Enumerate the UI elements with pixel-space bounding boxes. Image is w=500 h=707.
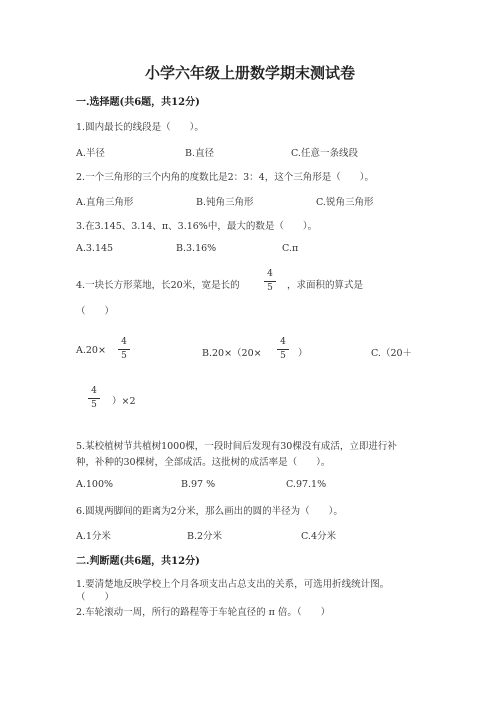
judgement-1-line-2: （ ） <box>76 592 115 603</box>
q4-option-b: B.20×（20× <box>202 348 262 359</box>
fraction-numerator: 4 <box>267 269 273 279</box>
q4-option-b-fraction <box>277 337 289 362</box>
q5-option-b: B.97 % <box>181 479 216 490</box>
judgement-2-text: 2.车轮滚动一周，所行的路程等于车轮直径的 π 倍。（ ） <box>76 607 331 618</box>
q1-option-c: C.任意一条线段 <box>291 148 358 159</box>
q1-option-a: A.半径 <box>76 148 105 159</box>
question-5-line-1: 5.某校植树节共植树1000棵，一段时间后发现有30棵没有成活，立即进行补 <box>76 441 397 452</box>
q4-option-a-fraction <box>118 337 130 362</box>
q5-option-a: A.100% <box>76 479 114 490</box>
question-4-text: 4.一块长方形菜地，长20米，宽是长的 <box>76 280 240 291</box>
question-1-text: 1.圆内最长的线段是（ ）。 <box>76 122 204 133</box>
section-heading-judgement: 二.判断题(共6题，共12分) <box>76 556 200 567</box>
q4-fraction <box>264 269 276 294</box>
q4-option-c: C.（20＋ <box>371 348 413 359</box>
question-6-text: 6.圆规两脚间的距离为2分米，那么画出的圆的半径为（ ）。 <box>76 506 343 517</box>
q2-option-c: C.锐角三角形 <box>316 197 374 208</box>
q4-option-c-fraction <box>88 386 100 411</box>
fraction-bar <box>118 349 130 350</box>
q4-option-b-suffix: ） <box>298 348 308 359</box>
page-title: 小学六年级上册数学期末测试卷 <box>144 64 355 82</box>
q6-option-b: B.2分米 <box>187 531 223 542</box>
q3-option-b: B.3.16% <box>176 243 217 254</box>
q2-option-b: B.钝角三角形 <box>196 197 254 208</box>
q4-option-c-suffix: ）×2 <box>112 396 136 407</box>
question-4-blank: （ ） <box>76 306 115 317</box>
fraction-numerator: 4 <box>121 337 127 347</box>
question-5-line-2: 种，补种的30棵树，全部成活。这批树的成活率是（ ）。 <box>76 457 331 468</box>
fraction-numerator: 4 <box>91 386 97 396</box>
fraction-denominator: 5 <box>91 400 97 410</box>
judgement-1-line-1: 1.要清楚地反映学校上个月各项支出占总支出的关系，可选用折线统计图。 <box>76 579 390 590</box>
fraction-bar <box>264 281 276 282</box>
q2-option-a: A.直角三角形 <box>76 197 134 208</box>
q1-option-b: B.直径 <box>185 148 215 159</box>
q3-option-a: A.3.145 <box>76 243 114 254</box>
section-heading-choice: 一.选择题(共6题，共12分) <box>76 97 200 108</box>
fraction-denominator: 5 <box>280 351 286 361</box>
q5-option-c: C.97.1% <box>286 479 327 490</box>
question-3-text: 3.在3.145、3.14、π、3.16%中，最大的数是（ ）。 <box>76 221 318 232</box>
question-2-text: 2.一个三角形的三个内角的度数比是2：3：4，这个三角形是（ ）。 <box>76 172 374 183</box>
q6-option-c: C.4分米 <box>301 531 336 542</box>
q4-option-a: A.20× <box>76 345 106 356</box>
fraction-denominator: 5 <box>121 351 127 361</box>
q3-option-c: C.π <box>282 243 299 254</box>
fraction-numerator: 4 <box>280 337 286 347</box>
fraction-bar <box>277 349 289 350</box>
question-4-text-after: ，求面积的算式是 <box>287 280 364 291</box>
fraction-denominator: 5 <box>267 283 273 293</box>
q6-option-a: A.1分米 <box>76 531 111 542</box>
fraction-bar <box>88 398 100 399</box>
